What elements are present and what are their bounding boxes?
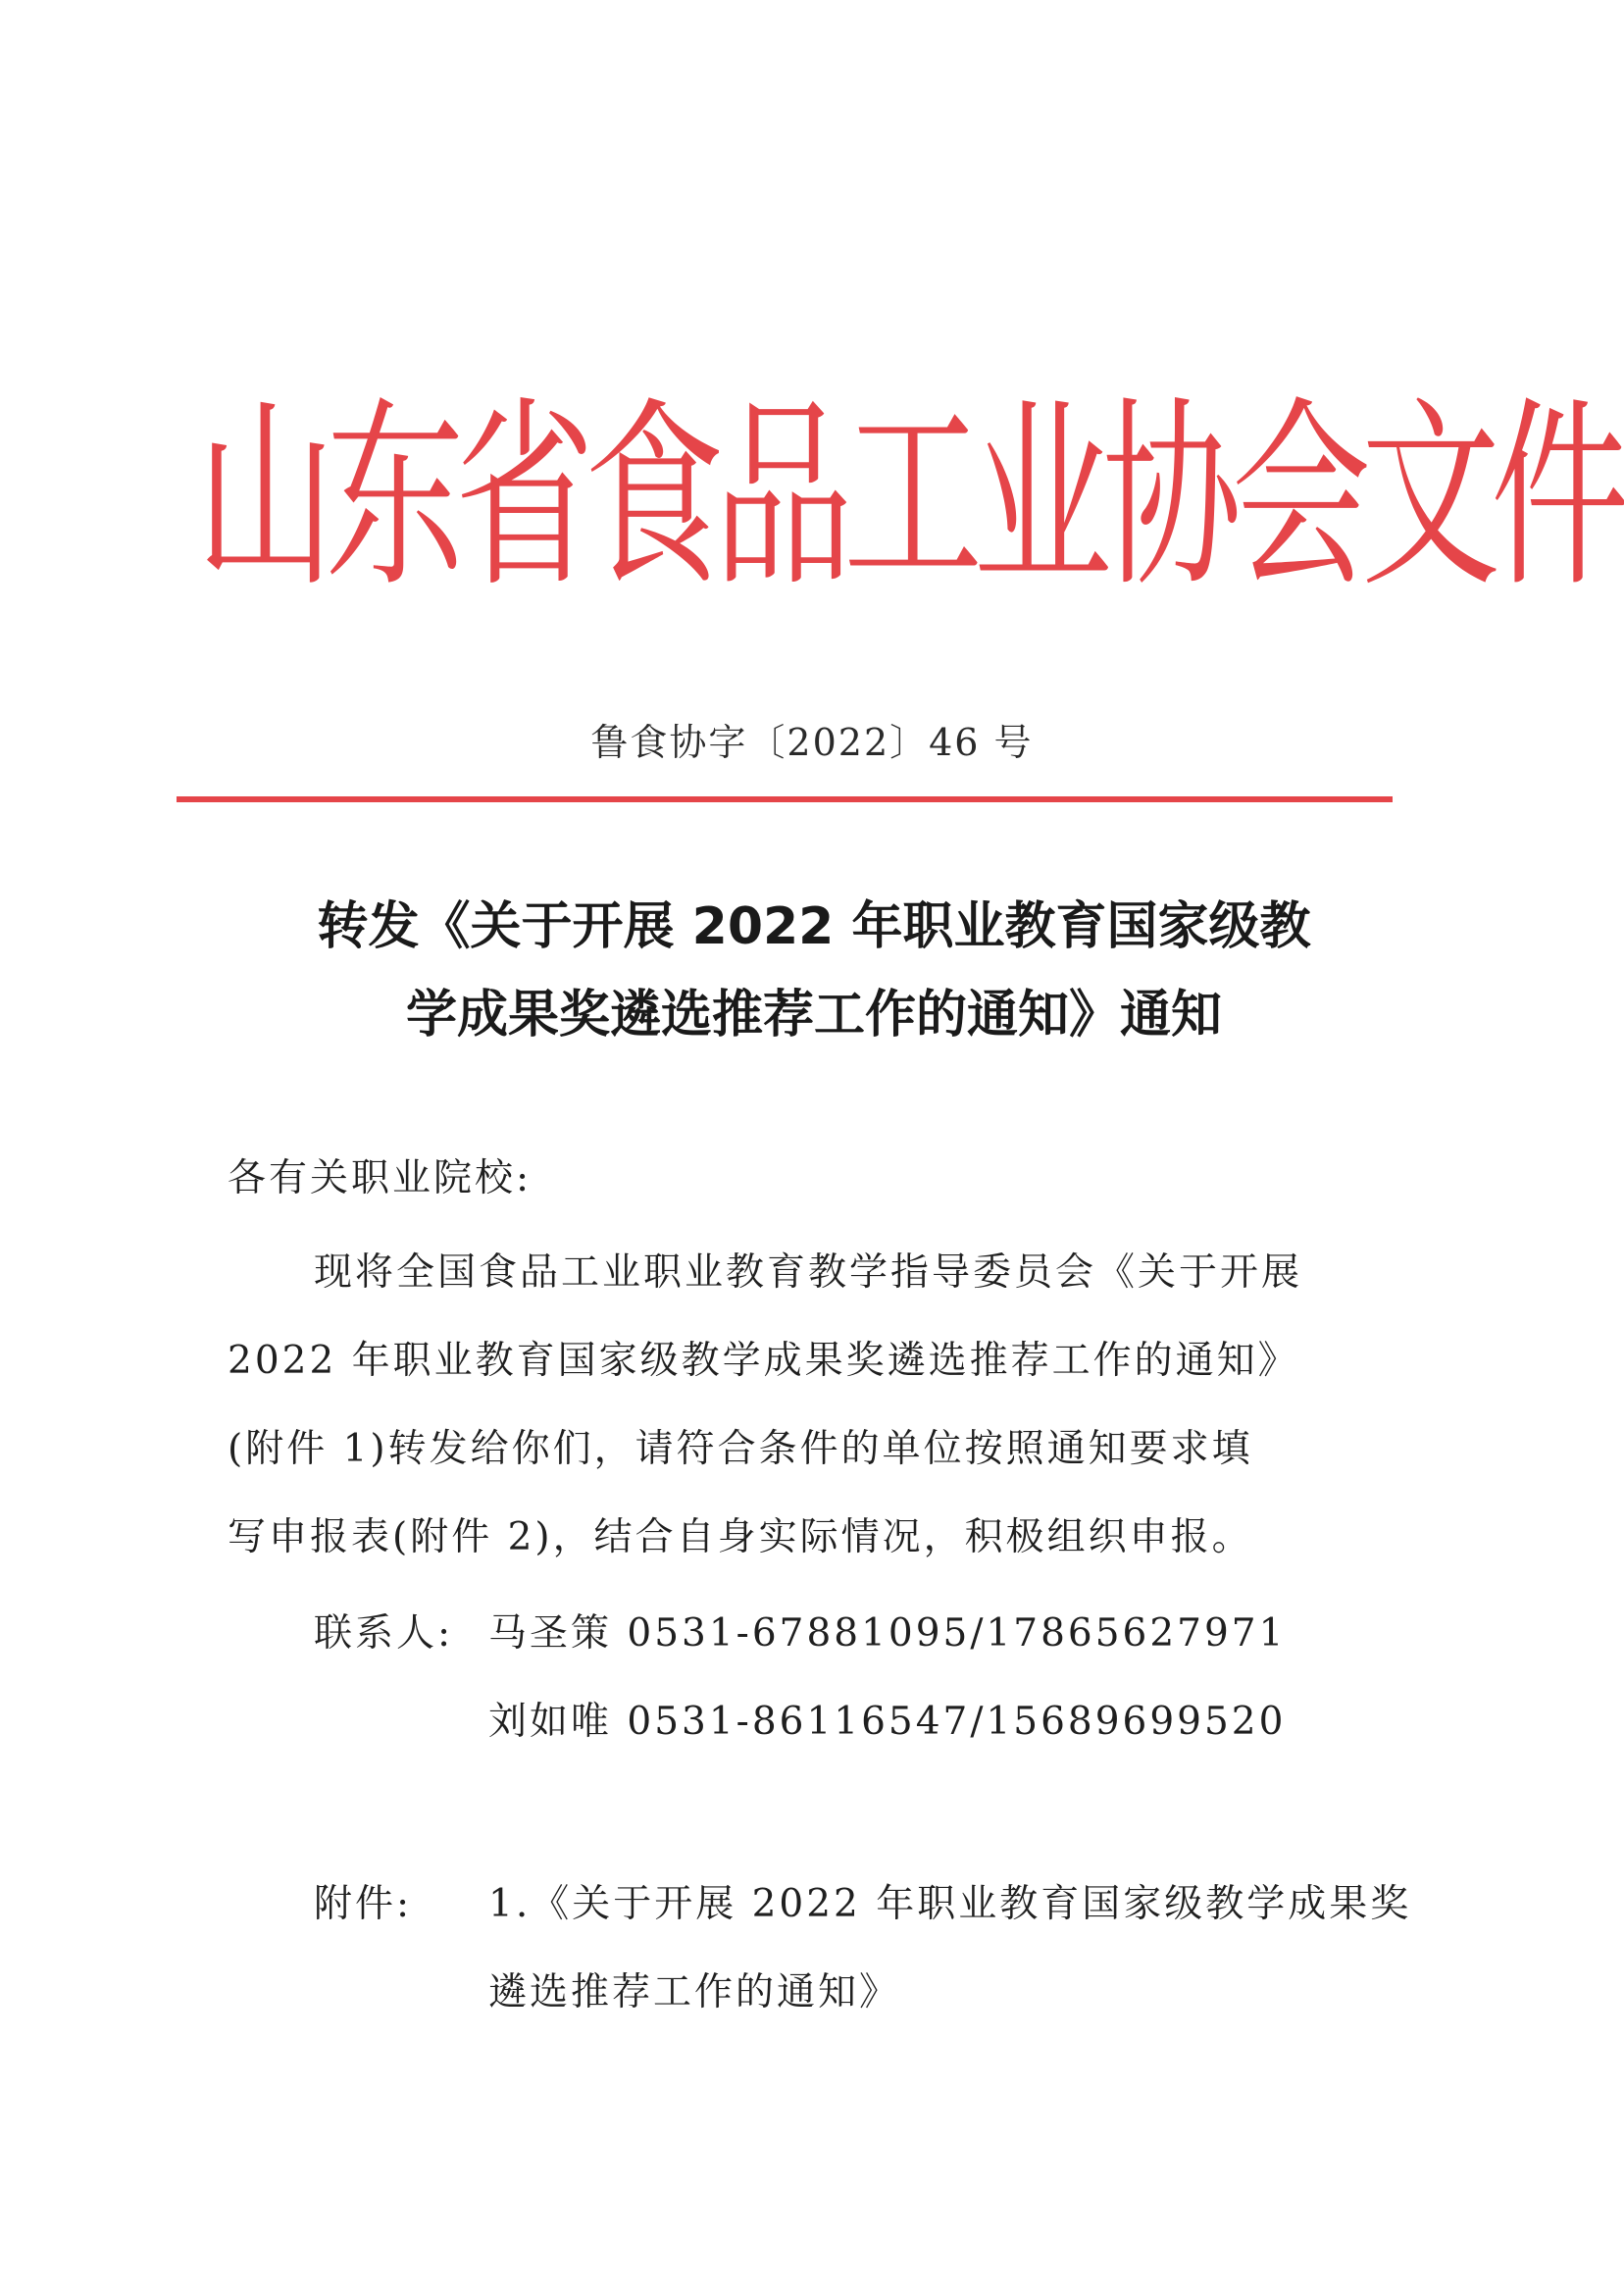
contacts-block — [314, 1605, 1286, 1781]
red-divider-line — [177, 796, 1393, 802]
attachment-item-1: 1.《关于开展 2022 年职业教育国家级教学成果奖 — [488, 1882, 1412, 1926]
body-paragraph — [228, 1244, 1345, 1597]
contact-entry: 马圣策 0531-67881095/17865627971 — [488, 1611, 1287, 1656]
contact-row — [314, 1693, 1286, 1781]
paragraph-line-4: 写申报表(附件 2)，结合自身实际情况，积极组织申报。 — [228, 1515, 1253, 1559]
document-title — [196, 883, 1432, 1059]
attachment-row — [314, 1875, 1411, 1963]
document-number: 鲁食协字〔2022〕46 号 — [590, 721, 1034, 764]
paragraph-line-1: 现将全国食品工业职业教育教学指导委员会《关于开展 — [314, 1250, 1303, 1295]
masthead-title: 山东省食品工业协会文件 — [196, 380, 1620, 615]
paragraph-line-3: (附件 1)转发给你们，请符合条件的单位按照通知要求填 — [228, 1427, 1253, 1471]
attachments-block — [314, 1875, 1411, 2052]
title-line-1: 转发《关于开展 2022 年职业教育国家级教 — [317, 897, 1311, 956]
salutation: 各有关职业院校: — [228, 1156, 533, 1200]
attachment-item-1-continued: 遴选推荐工作的通知》 — [488, 1970, 901, 2014]
attachment-row-continuation — [314, 1963, 1411, 2052]
contacts-label: 联系人: — [314, 1611, 454, 1656]
title-line-2: 学成果奖遴选推荐工作的通知》通知 — [405, 986, 1222, 1045]
attachments-label: 附件: — [314, 1882, 413, 1926]
contact-row — [314, 1605, 1286, 1693]
contact-entry: 刘如唯 0531-86116547/15689699520 — [488, 1700, 1287, 1744]
paragraph-line-2: 2022 年职业教育国家级教学成果奖遴选推荐工作的通知》 — [228, 1339, 1299, 1383]
